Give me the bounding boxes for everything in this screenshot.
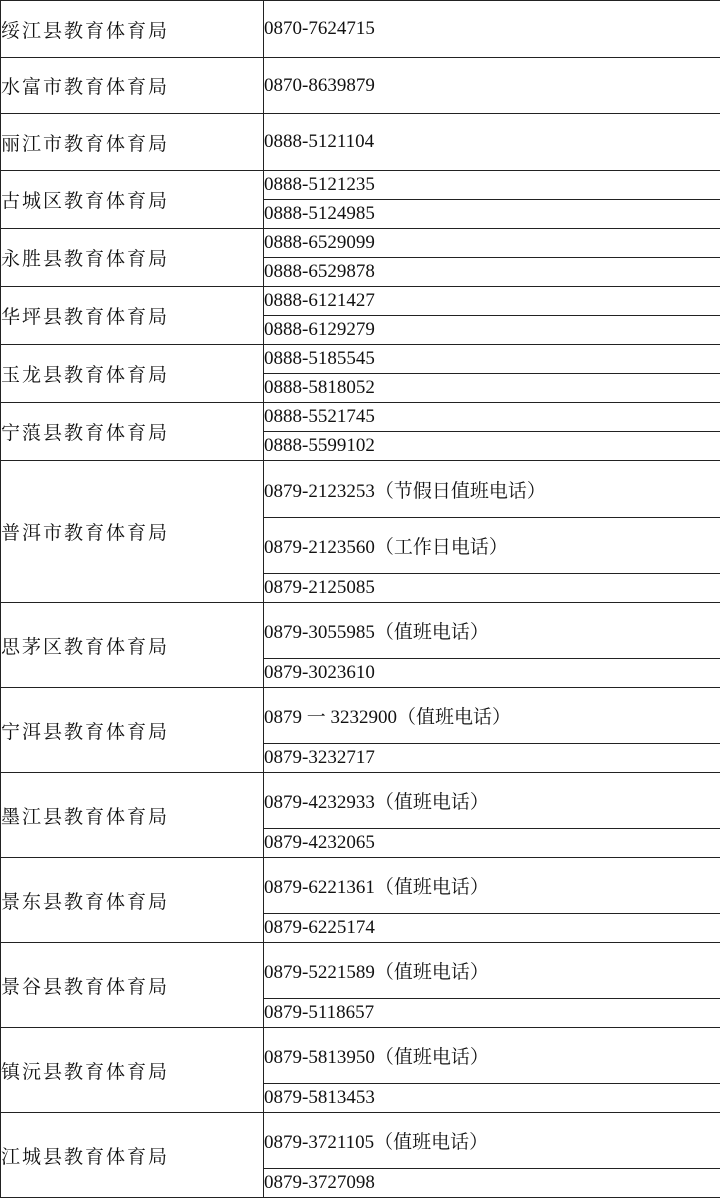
table-row <box>1 229 720 258</box>
phone-number: 0879-5221589（值班电话） <box>264 943 720 999</box>
phone-number: 0879-2125085 <box>264 574 720 603</box>
phone-number: 0879-3721105（值班电话） <box>264 1113 720 1169</box>
phone-number: 0888-6121427 <box>264 287 720 316</box>
bureau-name: 镇沅县教育体育局 <box>1 1028 264 1113</box>
phone-number: 0888-5121235 <box>264 171 720 200</box>
phone-number: 0879-5118657 <box>264 999 720 1028</box>
phone-number: 0888-6129279 <box>264 316 720 345</box>
bureau-name: 华坪县教育体育局 <box>1 287 264 345</box>
table-row <box>1 603 720 659</box>
bureau-name: 景谷县教育体育局 <box>1 943 264 1028</box>
phone-number: 0888-5521745 <box>264 403 720 432</box>
table-row <box>1 943 720 999</box>
table-row <box>1 461 720 518</box>
table-row <box>1 114 720 171</box>
table-row <box>1 287 720 316</box>
phone-number: 0879-2123560（工作日电话） <box>264 518 720 574</box>
phone-number: 0888-6529099 <box>264 229 720 258</box>
contact-table-body <box>1 1 720 1198</box>
phone-number: 0879-3727098 <box>264 1169 720 1198</box>
phone-number: 0879-6221361（值班电话） <box>264 858 720 914</box>
table-row <box>1 403 720 432</box>
phone-number: 0879-3232717 <box>264 744 720 773</box>
phone-number: 0879-4232933（值班电话） <box>264 773 720 829</box>
phone-number: 0870-8639879 <box>264 58 720 114</box>
table-row <box>1 345 720 374</box>
table-row <box>1 688 720 744</box>
phone-number: 0879-3055985（值班电话） <box>264 603 720 659</box>
phone-number: 0888-5124985 <box>264 200 720 229</box>
table-row <box>1 171 720 200</box>
bureau-name: 宁蒗县教育体育局 <box>1 403 264 461</box>
bureau-name: 绥江县教育体育局 <box>1 1 264 58</box>
phone-number: 0888-5121104 <box>264 114 720 171</box>
phone-number: 0879-6225174 <box>264 914 720 943</box>
bureau-name: 景东县教育体育局 <box>1 858 264 943</box>
phone-number: 0879 一 3232900（值班电话） <box>264 688 720 744</box>
table-row <box>1 858 720 914</box>
phone-number: 0879-3023610 <box>264 659 720 688</box>
bureau-name: 墨江县教育体育局 <box>1 773 264 858</box>
table-row <box>1 58 720 114</box>
bureau-name: 丽江市教育体育局 <box>1 114 264 171</box>
phone-number: 0879-4232065 <box>264 829 720 858</box>
bureau-name: 思茅区教育体育局 <box>1 603 264 688</box>
bureau-name: 古城区教育体育局 <box>1 171 264 229</box>
phone-number: 0879-5813950（值班电话） <box>264 1028 720 1084</box>
bureau-name: 永胜县教育体育局 <box>1 229 264 287</box>
table-row <box>1 773 720 829</box>
phone-number: 0888-6529878 <box>264 258 720 287</box>
phone-number: 0888-5185545 <box>264 345 720 374</box>
phone-number: 0879-5813453 <box>264 1084 720 1113</box>
bureau-name: 玉龙县教育体育局 <box>1 345 264 403</box>
phone-number: 0888-5818052 <box>264 374 720 403</box>
bureau-name: 水富市教育体育局 <box>1 58 264 114</box>
bureau-name: 江城县教育体育局 <box>1 1113 264 1198</box>
table-row <box>1 1 720 58</box>
phone-number: 0870-7624715 <box>264 1 720 58</box>
phone-number: 0888-5599102 <box>264 432 720 461</box>
table-row <box>1 1028 720 1084</box>
table-row <box>1 1113 720 1169</box>
bureau-name: 普洱市教育体育局 <box>1 461 264 603</box>
phone-number: 0879-2123253（节假日值班电话） <box>264 461 720 518</box>
bureau-name: 宁洱县教育体育局 <box>1 688 264 773</box>
